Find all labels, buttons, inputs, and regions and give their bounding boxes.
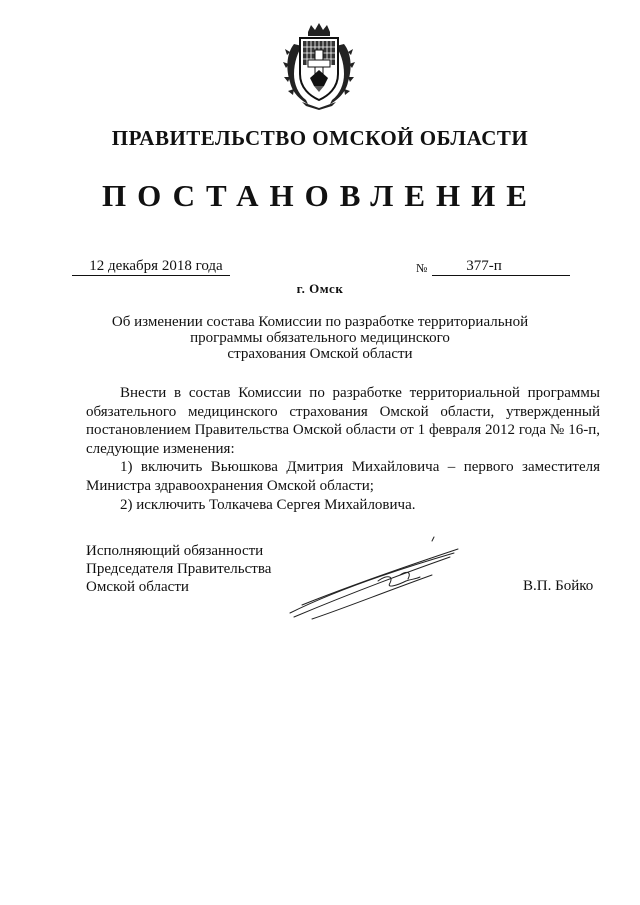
subject-line: программы обязательного медицинского — [190, 330, 450, 346]
document-date — [72, 258, 230, 276]
date-text: 12 декабря 2018 года — [89, 258, 223, 274]
handwritten-signature-icon — [282, 535, 462, 625]
number-text: 377-п — [466, 258, 502, 274]
number-sign: № — [416, 261, 428, 275]
document-type-title: ПОСТАНОВЛЕНИЕ — [102, 178, 538, 213]
change-item-2: 2) исключить Толкачева Сергея Михайловича. — [120, 496, 416, 513]
document-body — [86, 384, 600, 514]
signer-position-line: Председателя Правительства — [86, 561, 272, 577]
city-label: г. Омск — [296, 281, 344, 296]
government-title: ПРАВИТЕЛЬСТВО ОМСКОЙ ОБЛАСТИ — [111, 126, 529, 150]
signer-position — [86, 542, 271, 596]
signer-position-line: Омской области — [86, 579, 189, 595]
document-number — [432, 258, 570, 276]
coat-of-arms-icon — [280, 22, 358, 110]
subject-line: страхования Омской области — [227, 346, 413, 362]
subject-line: Об изменении состава Комиссии по разработке территориальной — [111, 314, 529, 330]
body-paragraph: Внести в состав Комиссии по разработке территориальной программы обязательного медицинского страхования Омской области, утвержденный постановлением Правительства Омской области от 1 февраля 2012 года № 16-п, следующие изменения: — [86, 385, 600, 457]
document-subject — [96, 314, 544, 362]
signer-name: В.П. Бойко — [523, 578, 594, 594]
change-item-1: 1) включить Вьюшкова Дмитрия Михайловича – первого заместителя Министра здравоохранения Омской области; — [86, 459, 600, 494]
signer-position-line: Исполняющий обязанности — [86, 543, 264, 559]
